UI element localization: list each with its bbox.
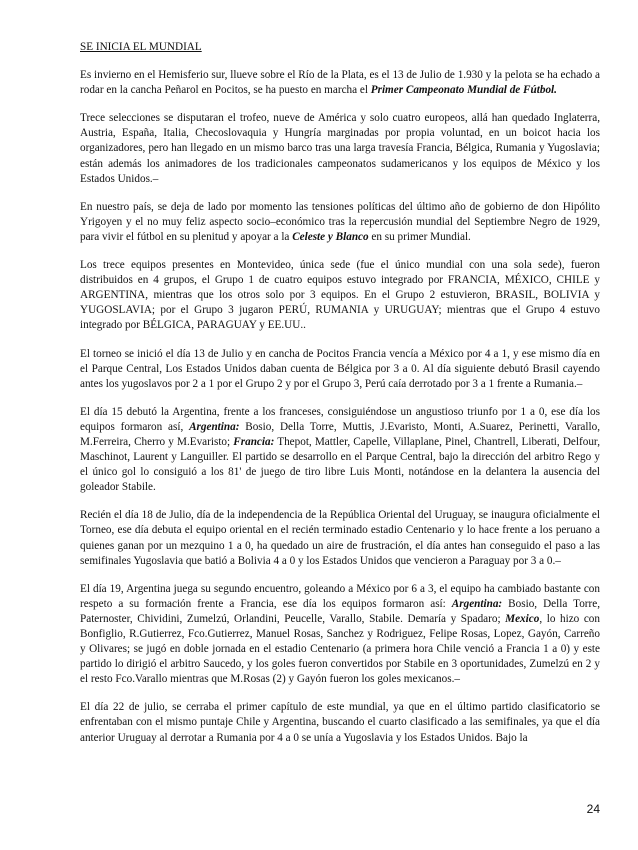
p6-text-e: Thepot, Mattler, Capelle, Villaplane, Pinel, Chantrell, Liberati, Delfour, Maschinot, Laurent y Languiller. El partido se desarrollo en el Parque Central, bajo la dirección del arbitro Rego y el único gol lo consiguió a los 81' de juego de tiro libre Luis Monti, notándose en la delantera la ausencia del goleador Stabile.: [80, 435, 600, 494]
page-number: 24: [586, 802, 600, 816]
p1-emphasis: Primer Campeonato Mundial de Fútbol.: [370, 84, 557, 97]
paragraph-6: [80, 405, 600, 496]
paragraph-8: [80, 582, 600, 688]
paragraph-4: Los trece equipos presentes en Montevideo, única sede (fue el único mundial con una sola sede), fueron distribuidos en 4 grupos, el Grupo 1 de cuatro equipos estuvo integrado por FRANCIA, MÉXICO, CHILE y ARGENTINA, mientras que los otros solo por 3 equipos. En el Grupo 2 estuvieron, BRASIL, BOLIVIA y YUGOSLAVIA; por el Grupo 3 jugaron PERÚ, RUMANIA y URUGUAY; mientras que el Grupo 4 estuvo integrado por BÉLGICA, PARAGUAY y EE.UU..: [80, 259, 600, 332]
p8-text-e: , lo hizo con Bonfiglio, R.Gutierrez, Fco.Gutierrez, Manuel Rosas, Sanchez y Rodriguez, Felipe Rosas, Lopez, Gayón, Carreño y Olivares; se jugó en doble jornada en el estadio Centenario (a primera hora Chile venció a Francia 1 a 0) y este partido lo dirigió el arbitro Saucedo, y los goles fueron convertidos por Stabile en 3 oportunidades, Zumelzú en 2 y el resto Fco.Varallo mientras que M.Rosas (2) y Gayón fueron los goles mexicanos.–: [80, 612, 600, 686]
p6-team-francia: Francia:: [233, 435, 275, 448]
p3-text-a: En nuestro país, se deja de lado por momento las tensiones políticas del último año de gobierno de don Hipólito Yrigoyen y el no muy feliz aspecto socio–económico tras la repercusión mundial del Septiembre Negro de 1929, para vivir el fútbol en su plenitud y apoyar a la: [80, 200, 600, 243]
section-title: SE INICIA EL MUNDIAL: [80, 41, 202, 53]
p6-text-a: El día 15 debutó la Argentina, frente a los franceses, consiguiéndose un angustioso triunfo por 1 a 0, ese día los equipos formaron así,: [80, 405, 600, 433]
p6-text-c: Bosio, Della Torre, Muttis, J.Evaristo, Monti, A.Suarez, Perinetti, Varallo, M.Ferreira, Cherro y M.Evaristo;: [80, 420, 600, 448]
p3-text-c: en su primer Mundial.: [368, 230, 471, 243]
p8-team-argentina: Argentina:: [451, 597, 503, 610]
paragraph-5: El torneo se inició el día 13 de Julio y en cancha de Pocitos Francia vencía a México por 4 a 1, y ese mismo día en el Parque Central, Los Estados Unidos daban cuenta de Bélgica por 3 a 0. Al día siguiente debutó Brasil cayendo antes los yugoslavos por 2 a 1 por el Grupo 2 y por el Grupo 3, Perú caía derrotado por 3 a 1 frente a Rumania.–: [80, 347, 600, 390]
paragraph-7: Recién el día 18 de Julio, día de la independencia de la República Oriental del Uruguay, se inaugura oficialmente el Torneo, ese día debuta el equipo oriental en el recién terminado estadio Centenario y lo hace frente a los peruano a quienes ganan por un mezquino 1 a 0, ha quedado un aire de frustración, el día antes han conseguido el paso a las semifinales Yugoslavia que batió a Bolivia 4 a 0 y los Estados Unidos que vencieron a Paraguay por 3 a 0.–: [80, 509, 600, 567]
paragraph-2: Trece selecciones se disputaran el trofeo, nueve de América y solo cuatro europeos, allá han quedado Inglaterra, Austria, España, Italia, Checoslovaquia y Hungría marginadas por propia voluntad, en un boicot hacia los organizadores, pero han llegado en un mismo barco tras una larga travesía Francia, Bélgica, Rumania y Yugoslavia; están además los animadores de los tradicionales campeonatos sudamericanos y los equipos de México y los Estados Unidos.–: [80, 112, 600, 185]
p6-team-argentina: Argentina:: [189, 420, 240, 433]
document-page: [80, 40, 600, 759]
p3-emphasis: Celeste y Blanco: [292, 230, 369, 243]
p1-text: Es invierno en el Hemisferio sur, llueve sobre el Río de la Plata, es el 13 de Julio de 1.930 y la pelota se ha echado a rodar en la cancha Peñarol en Pocitos, se ha puesto en marcha el: [80, 69, 600, 97]
paragraph-9: El día 22 de julio, se cerraba el primer capítulo de este mundial, ya que en el último partido clasificatorio se enfrentaban con el mismo puntaje Chile y Argentina, buscando el cuarto clasificado a las semifinales, ya que el día anterior Uruguay al derrotar a Rumania por 4 a 0 se unía a Yugoslavia y los Estados Unidos. Bajo la: [80, 701, 600, 744]
p8-text-c: Bosio, Della Torre, Paternoster, Chividini, Zumelzú, Orlandini, Peucelle, Varallo, Stabile. Demaría y Spadaro;: [80, 597, 601, 625]
paragraph-3: [80, 200, 600, 245]
p8-text-a: El día 19, Argentina juega su segundo encuentro, goleando a México por 6 a 3, el equipo ha cambiado bastante con respeto a su formación frente a Francia, ese día los equipos formaron así:: [80, 582, 600, 610]
p8-team-mexico: Mexico: [505, 612, 540, 625]
paragraph-1: [80, 68, 600, 98]
